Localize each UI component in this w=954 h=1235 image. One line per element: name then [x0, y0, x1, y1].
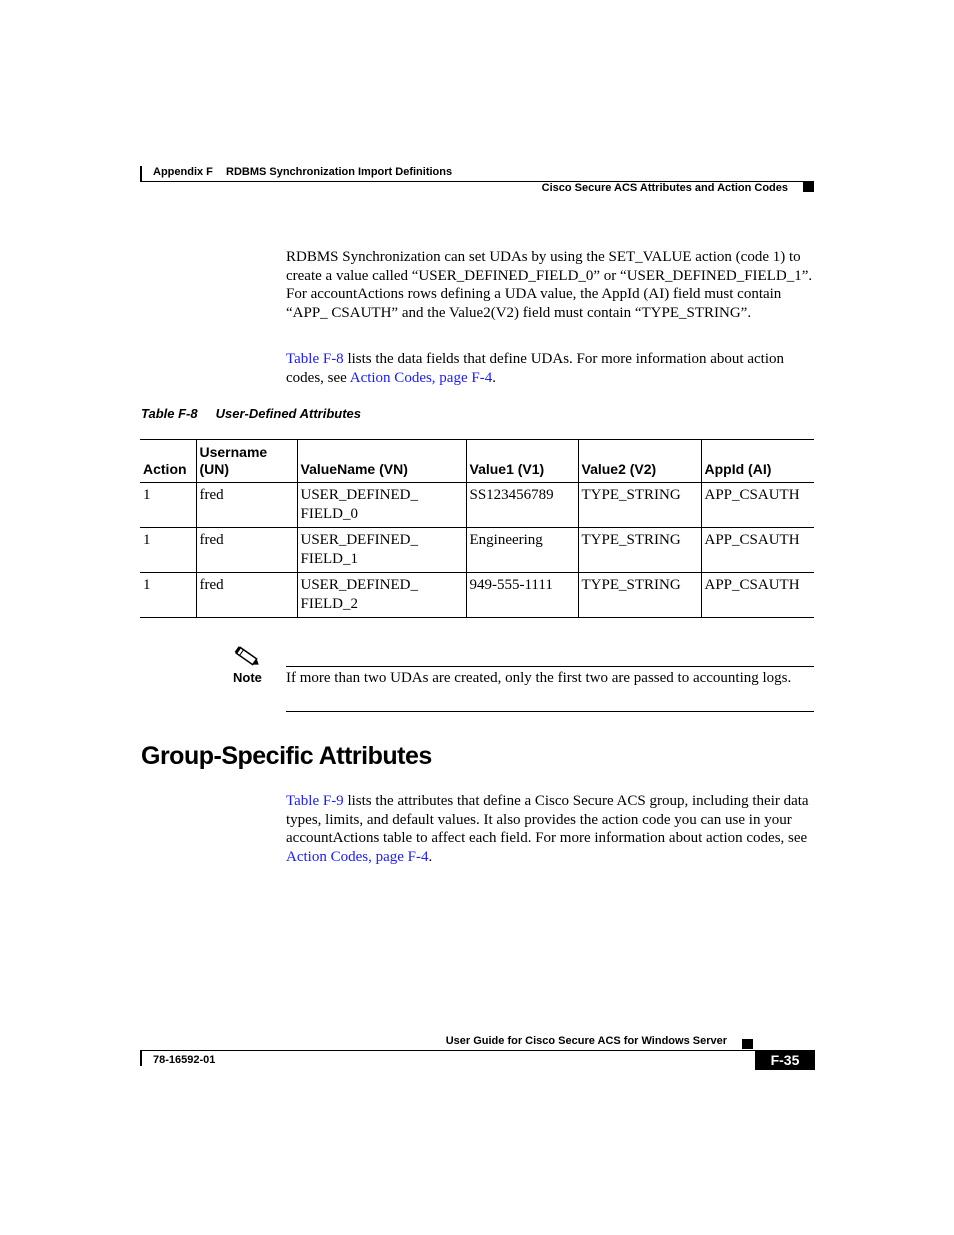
table-cell: USER_DEFINED_ FIELD_2: [297, 573, 466, 618]
col-header-action: Action: [140, 440, 196, 483]
table-row: [140, 528, 814, 573]
table-reference-paragraph: Table F-8 lists the data fields that define UDAs. For more information about action codes, see Action Codes, page F-4.: [286, 351, 785, 386]
table-cell: fred: [196, 573, 297, 618]
footer-rule: [140, 1050, 814, 1051]
footer-guide-title: User Guide for Cisco Secure ACS for Windows Server: [445, 1035, 727, 1047]
table-row: [140, 483, 814, 528]
table-header-row: [140, 440, 814, 483]
header-left-bar: [140, 166, 142, 182]
col-header-appid: AppId (AI): [701, 440, 814, 483]
note-top-rule: [286, 666, 814, 667]
table-f8-link[interactable]: Table F-8: [286, 351, 344, 367]
section-paragraph: Table F-9 lists the attributes that define a Cisco Secure ACS group, including their data types, limits, and default values. It also provides the action code you can use in your accountActions table to affect each field. For more information about action codes, see Action Codes, page F-4.: [286, 793, 809, 865]
table-cell: APP_CSAUTH: [701, 528, 814, 573]
table-cell: APP_CSAUTH: [701, 483, 814, 528]
header-section: Cisco Secure ACS Attributes and Action Codes: [541, 182, 788, 194]
user-defined-attributes-table: [140, 439, 814, 618]
table-cell: fred: [196, 483, 297, 528]
table-cell: fred: [196, 528, 297, 573]
note-text: If more than two UDAs are created, only the first two are passed to accounting logs.: [286, 670, 792, 686]
page-number: F-35: [755, 1050, 815, 1070]
table-cell: 1: [140, 528, 196, 573]
note-label: Note: [233, 670, 262, 685]
table-f9-link[interactable]: Table F-9: [286, 793, 344, 809]
action-codes-link[interactable]: Action Codes, page F-4: [349, 369, 493, 386]
table-cell: Engineering: [466, 528, 578, 573]
intro-paragraph: RDBMS Synchronization can set UDAs by using the SET_VALUE action (code 1) to create a value called “USER_DEFINED_FIELD_0” or “USER_DEFINED_FIELD_1”. For accountActions rows defining a UDA value, the AppId (AI) field must contain “APP_ CSAUTH” and the Value2(V2) field must contain “TYPE_STRING”.: [286, 249, 813, 321]
header-marker: [803, 182, 814, 192]
section-text: lists the attributes that define a Cisco Secure ACS group, including their data types, limits, and default values. It also provides the action code you can use in your accountActions table to affect each field. For more information about action codes, see: [286, 793, 809, 847]
action-codes-link-2[interactable]: Action Codes, page F-4: [286, 848, 429, 865]
table-cell: TYPE_STRING: [578, 483, 701, 528]
table-cell: SS123456789: [466, 483, 578, 528]
table-cell: USER_DEFINED_ FIELD_1: [297, 528, 466, 573]
para2-text: lists the data fields that define UDAs. For more information about action codes, see: [286, 351, 785, 386]
table-caption-title: User-Defined Attributes: [215, 406, 362, 421]
table-cell: TYPE_STRING: [578, 573, 701, 618]
table-cell: 1: [140, 483, 196, 528]
table-cell: USER_DEFINED_ FIELD_0: [297, 483, 466, 528]
footer-left-bar: [140, 1050, 142, 1066]
table-caption-number: Table F-8: [141, 406, 198, 421]
section-heading: Group-Specific Attributes: [141, 742, 432, 770]
note-bottom-rule: [286, 711, 814, 712]
col-header-valuename: ValueName (VN): [297, 440, 466, 483]
col-header-value2: Value2 (V2): [578, 440, 701, 483]
header-chapter: RDBMS Synchronization Import Definitions: [226, 166, 453, 178]
footer-marker: [742, 1039, 753, 1049]
col-header-value1: Value1 (V1): [466, 440, 578, 483]
table-row: [140, 573, 814, 618]
header-appendix: Appendix F: [153, 166, 213, 178]
footer-doc-number: 78-16592-01: [153, 1054, 216, 1066]
table-caption: [141, 406, 379, 421]
table-cell: APP_CSAUTH: [701, 573, 814, 618]
col-header-username: Username (UN): [196, 440, 297, 483]
table-cell: 1: [140, 573, 196, 618]
table-cell: 949-555-1111: [466, 573, 578, 618]
table-cell: TYPE_STRING: [578, 528, 701, 573]
